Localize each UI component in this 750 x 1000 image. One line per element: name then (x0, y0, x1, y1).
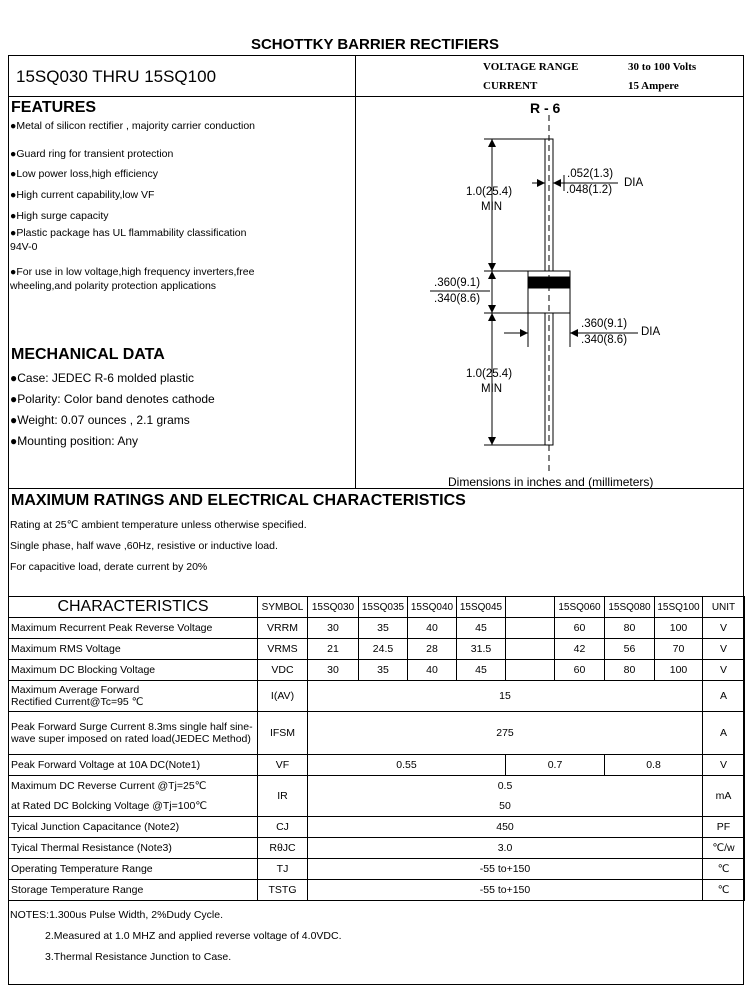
table-row (9, 755, 745, 776)
feature-item: ●High surge capacity (10, 210, 109, 222)
lead-length: 1.0(25.4) (466, 186, 513, 198)
cell: 70 (655, 639, 703, 660)
header-part: 15SQ030 (308, 597, 359, 618)
mech-item: ●Mounting position: Any (10, 434, 138, 448)
cell: 0.7 (506, 755, 605, 776)
cell: 24.5 (359, 639, 408, 660)
cell: 100 (655, 618, 703, 639)
row-label-line: Rectified Current@Tc=95 ℃ (11, 696, 144, 708)
cell: 0.55 (308, 755, 506, 776)
table-row (9, 660, 745, 681)
part-range: 15SQ030 THRU 15SQ100 (16, 67, 217, 86)
header-part: 15SQ100 (655, 597, 703, 618)
mech-item: ●Case: JEDEC R-6 molded plastic (10, 371, 194, 385)
cell: 80 (605, 618, 655, 639)
row-label: Maximum DC Blocking Voltage (9, 660, 258, 681)
row-label: Tyical Thermal Resistance (Note3) (9, 838, 258, 859)
cathode-band (528, 277, 570, 288)
feature-item: ●High current capability,low VF (10, 189, 155, 201)
table-row (9, 639, 745, 660)
min-label: MIN (481, 201, 503, 213)
feature-item: ●Metal of silicon rectifier , majority carrier conduction (10, 120, 256, 132)
row-symbol: RθJC (258, 838, 308, 859)
rating-note: Rating at 25℃ ambient temperature unless otherwise specified. (10, 519, 307, 531)
row-unit: ℃ (703, 880, 745, 901)
row-symbol: TJ (258, 859, 308, 880)
body-dia-min: .340(8.6) (581, 334, 628, 346)
dia-label: DIA (624, 177, 644, 189)
feature-item: ●Plastic package has UL flammability classification (10, 227, 247, 239)
rating-note: For capacitive load, derate current by 20% (10, 561, 208, 573)
note: NOTES:1.300us Pulse Width, 2%Dudy Cycle. (10, 909, 224, 921)
cell: 28 (408, 639, 457, 660)
lead-dia-max: .052(1.3) (567, 168, 614, 180)
header-part: 15SQ035 (359, 597, 408, 618)
row-label-line: Maximum Average Forward (11, 683, 140, 696)
body-dia-max: .360(9.1) (581, 318, 628, 330)
cell-value: 0.5 (497, 780, 513, 792)
table-row (9, 817, 745, 838)
cell: 275 (308, 712, 703, 755)
table-row (9, 681, 745, 712)
row-label: Maximum RMS Voltage (9, 639, 258, 660)
cell: 30 (308, 660, 359, 681)
row-unit: PF (703, 817, 745, 838)
table-row (9, 712, 745, 755)
row-unit: ℃ (703, 859, 745, 880)
row-label: Peak Forward Voltage at 10A DC(Note1) (9, 755, 258, 776)
cell: 45 (457, 618, 506, 639)
row-symbol: VF (258, 755, 308, 776)
cell (506, 660, 555, 681)
note: 2.Measured at 1.0 MHZ and applied reverse voltage of 4.0VDC. (45, 930, 342, 942)
cell: -55 to+150 (308, 880, 703, 901)
row-symbol: VRMS (258, 639, 308, 660)
characteristics-table (8, 596, 745, 901)
row-label: Maximum Recurrent Peak Reverse Voltage (9, 618, 258, 639)
header-unit: UNIT (703, 597, 745, 618)
cell: -55 to+150 (308, 859, 703, 880)
cell (506, 639, 555, 660)
ratings-title: MAXIMUM RATINGS AND ELECTRICAL CHARACTERISTICS (11, 492, 466, 509)
cell: 40 (408, 618, 457, 639)
row-symbol: I(AV) (258, 681, 308, 712)
feature-item: ●Low power loss,high efficiency (10, 168, 158, 180)
table-row (9, 838, 745, 859)
row-symbol: IR (258, 776, 308, 817)
r6-package-diagram (356, 97, 744, 487)
cell: 42 (555, 639, 605, 660)
row-symbol: VRRM (258, 618, 308, 639)
row-unit: V (703, 755, 745, 776)
row-label-line: at Rated DC Bolcking Voltage @Tj=100℃ (11, 800, 208, 812)
row-symbol: TSTG (258, 880, 308, 901)
cell: 15 (308, 681, 703, 712)
cell: 40 (408, 660, 457, 681)
voltage-range-label: VOLTAGE RANGE (483, 61, 579, 73)
header-part: 15SQ060 (555, 597, 605, 618)
current-label: CURRENT (483, 80, 538, 92)
cell: 60 (555, 618, 605, 639)
header-part (506, 597, 555, 618)
row-unit: V (703, 618, 745, 639)
lead-length: 1.0(25.4) (466, 368, 513, 380)
cell (308, 776, 703, 817)
dia-label: DIA (641, 326, 661, 338)
cell: 56 (605, 639, 655, 660)
cell: 0.8 (605, 755, 703, 776)
row-label: Tyical Junction Capacitance (Note2) (9, 817, 258, 838)
rating-note: Single phase, half wave ,60Hz, resistive or inductive load. (10, 540, 278, 552)
cell: 35 (359, 660, 408, 681)
table-row (9, 859, 745, 880)
mech-item: ●Polarity: Color band denotes cathode (10, 392, 215, 406)
min-label: MIN (481, 383, 503, 395)
row-label (9, 776, 258, 817)
voltage-range-value: 30 to 100 Volts (628, 61, 697, 73)
row-symbol: CJ (258, 817, 308, 838)
row-symbol: IFSM (258, 712, 308, 755)
note: 3.Thermal Resistance Junction to Case. (45, 951, 232, 963)
cell: 450 (308, 817, 703, 838)
cell: 3.0 (308, 838, 703, 859)
header-part: 15SQ045 (457, 597, 506, 618)
header-symbol: SYMBOL (258, 597, 308, 618)
body-length-min: .340(8.6) (434, 293, 481, 305)
current-value: 15 Ampere (628, 80, 679, 92)
cell: 31.5 (457, 639, 506, 660)
cell: 60 (555, 660, 605, 681)
feature-item: ●Guard ring for transient protection (10, 148, 174, 160)
header-part: 15SQ080 (605, 597, 655, 618)
row-label: Operating Temperature Range (9, 859, 258, 880)
row-symbol: VDC (258, 660, 308, 681)
row-unit: V (703, 660, 745, 681)
cell: 21 (308, 639, 359, 660)
row-label-line: Maximum DC Reverse Current @Tj=25℃ (11, 780, 207, 792)
header-characteristics: CHARACTERISTICS (9, 597, 258, 618)
row-unit: A (703, 681, 745, 712)
package-label: R - 6 (530, 100, 561, 116)
feature-item: ●For use in low voltage,high frequency inverters,free (10, 266, 255, 278)
header-part: 15SQ040 (408, 597, 457, 618)
row-label: Storage Temperature Range (9, 880, 258, 901)
cell: 100 (655, 660, 703, 681)
cell: 45 (457, 660, 506, 681)
cell-value: 50 (499, 800, 511, 812)
document-title: SCHOTTKY BARRIER RECTIFIERS (250, 36, 500, 53)
row-label (9, 681, 258, 712)
row-label: Peak Forward Surge Current 8.3ms single half sine-wave super imposed on rated load(JEDEC Method) (9, 712, 258, 755)
row-unit: A (703, 712, 745, 755)
table-row (9, 776, 745, 817)
table-header-row (9, 597, 745, 618)
dimensions-caption: Dimensions in inches and (millimeters) (448, 475, 654, 489)
cell: 35 (359, 618, 408, 639)
feature-item: wheeling,and polarity protection applications (10, 280, 217, 292)
cell: 80 (605, 660, 655, 681)
cell (506, 618, 555, 639)
lead-dia-min: .048(1.2) (566, 184, 613, 196)
mech-item: ●Weight: 0.07 ounces , 2.1 grams (10, 413, 190, 427)
body-length-max: .360(9.1) (434, 277, 481, 289)
row-unit: ℃/w (703, 838, 745, 859)
table-row (9, 618, 745, 639)
table-row (9, 880, 745, 901)
mechanical-title: MECHANICAL DATA (11, 346, 165, 363)
row-unit: mA (703, 776, 745, 817)
row-unit: V (703, 639, 745, 660)
cell: 30 (308, 618, 359, 639)
feature-item: 94V-0 (10, 241, 38, 253)
features-title: FEATURES (11, 99, 97, 116)
